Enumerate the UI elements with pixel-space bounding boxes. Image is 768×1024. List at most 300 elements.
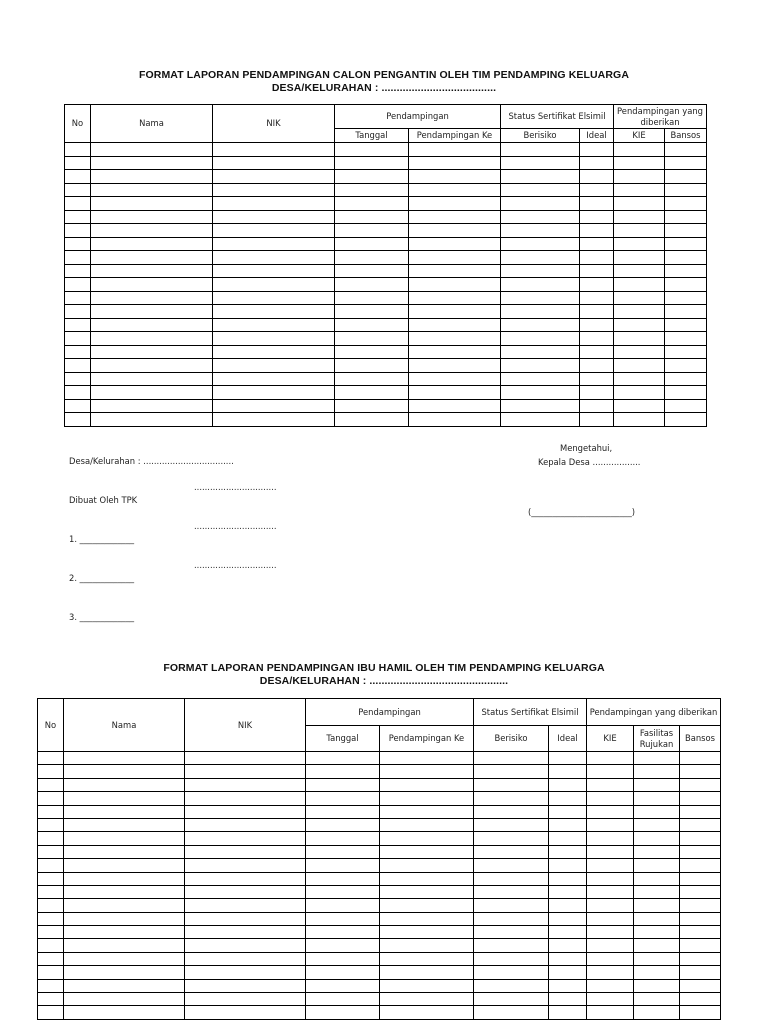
table-cell[interactable] — [680, 818, 721, 831]
table-cell[interactable] — [185, 912, 306, 925]
table-cell[interactable] — [587, 952, 634, 965]
table-cell[interactable] — [335, 318, 409, 332]
table-cell[interactable] — [587, 899, 634, 912]
table-cell[interactable] — [501, 264, 580, 278]
table-cell[interactable] — [335, 332, 409, 346]
table-cell[interactable] — [306, 832, 380, 845]
table-cell[interactable] — [65, 143, 91, 157]
table-cell[interactable] — [409, 197, 501, 211]
table-cell[interactable] — [64, 872, 185, 885]
table-cell[interactable] — [91, 237, 213, 251]
table-cell[interactable] — [501, 305, 580, 319]
table-cell[interactable] — [65, 372, 91, 386]
table-cell[interactable] — [306, 885, 380, 898]
table-cell[interactable] — [587, 845, 634, 858]
table-cell[interactable] — [38, 792, 64, 805]
table-cell[interactable] — [64, 818, 185, 831]
table-cell[interactable] — [64, 912, 185, 925]
table-cell[interactable] — [185, 939, 306, 952]
table-cell[interactable] — [614, 251, 665, 265]
table-cell[interactable] — [213, 210, 335, 224]
table-cell[interactable] — [614, 332, 665, 346]
table-cell[interactable] — [634, 899, 680, 912]
table-cell[interactable] — [665, 305, 707, 319]
table-cell[interactable] — [38, 899, 64, 912]
table-cell[interactable] — [380, 1006, 474, 1019]
table-cell[interactable] — [185, 966, 306, 979]
table-cell[interactable] — [587, 765, 634, 778]
table-cell[interactable] — [549, 845, 587, 858]
table-cell[interactable] — [65, 386, 91, 400]
table-cell[interactable] — [474, 939, 549, 952]
table-cell[interactable] — [474, 832, 549, 845]
table-cell[interactable] — [38, 993, 64, 1006]
table-cell[interactable] — [474, 912, 549, 925]
table-cell[interactable] — [549, 792, 587, 805]
table-cell[interactable] — [549, 885, 587, 898]
table-cell[interactable] — [634, 926, 680, 939]
table-cell[interactable] — [380, 765, 474, 778]
table-cell[interactable] — [614, 359, 665, 373]
table-cell[interactable] — [64, 778, 185, 791]
table-cell[interactable] — [549, 939, 587, 952]
table-cell[interactable] — [335, 197, 409, 211]
table-cell[interactable] — [335, 237, 409, 251]
table-cell[interactable] — [65, 345, 91, 359]
table-cell[interactable] — [185, 818, 306, 831]
table-cell[interactable] — [65, 278, 91, 292]
table-cell[interactable] — [474, 805, 549, 818]
table-cell[interactable] — [549, 805, 587, 818]
table-cell[interactable] — [665, 291, 707, 305]
table-cell[interactable] — [614, 197, 665, 211]
table-cell[interactable] — [65, 413, 91, 427]
table-cell[interactable] — [680, 1006, 721, 1019]
table-cell[interactable] — [306, 926, 380, 939]
table-cell[interactable] — [474, 859, 549, 872]
table-cell[interactable] — [501, 345, 580, 359]
table-cell[interactable] — [38, 805, 64, 818]
table-cell[interactable] — [213, 264, 335, 278]
table-cell[interactable] — [665, 210, 707, 224]
table-cell[interactable] — [91, 170, 213, 184]
table-cell[interactable] — [185, 778, 306, 791]
table-cell[interactable] — [409, 318, 501, 332]
table-cell[interactable] — [474, 872, 549, 885]
table-cell[interactable] — [335, 183, 409, 197]
table-cell[interactable] — [185, 952, 306, 965]
table-cell[interactable] — [474, 993, 549, 1006]
table-cell[interactable] — [614, 318, 665, 332]
table-cell[interactable] — [213, 251, 335, 265]
table-cell[interactable] — [64, 765, 185, 778]
table-cell[interactable] — [549, 1006, 587, 1019]
table-cell[interactable] — [65, 183, 91, 197]
table-cell[interactable] — [335, 264, 409, 278]
table-cell[interactable] — [634, 845, 680, 858]
table-cell[interactable] — [580, 264, 614, 278]
table-cell[interactable] — [65, 237, 91, 251]
table-cell[interactable] — [634, 979, 680, 992]
table-cell[interactable] — [680, 952, 721, 965]
table-cell[interactable] — [665, 143, 707, 157]
table-cell[interactable] — [65, 332, 91, 346]
table-cell[interactable] — [634, 885, 680, 898]
table-cell[interactable] — [38, 966, 64, 979]
table-cell[interactable] — [380, 926, 474, 939]
table-cell[interactable] — [38, 885, 64, 898]
table-cell[interactable] — [580, 278, 614, 292]
table-cell[interactable] — [91, 291, 213, 305]
table-cell[interactable] — [580, 386, 614, 400]
table-cell[interactable] — [587, 939, 634, 952]
table-cell[interactable] — [587, 752, 634, 765]
table-cell[interactable] — [65, 305, 91, 319]
table-cell[interactable] — [213, 399, 335, 413]
table-cell[interactable] — [587, 926, 634, 939]
table-cell[interactable] — [501, 372, 580, 386]
table-cell[interactable] — [185, 993, 306, 1006]
table-cell[interactable] — [474, 752, 549, 765]
table-cell[interactable] — [474, 952, 549, 965]
table-cell[interactable] — [549, 899, 587, 912]
table-cell[interactable] — [380, 859, 474, 872]
table-cell[interactable] — [65, 156, 91, 170]
table-cell[interactable] — [213, 359, 335, 373]
table-cell[interactable] — [64, 792, 185, 805]
table-cell[interactable] — [38, 765, 64, 778]
table-cell[interactable] — [587, 778, 634, 791]
table-cell[interactable] — [380, 818, 474, 831]
table-cell[interactable] — [64, 885, 185, 898]
table-cell[interactable] — [306, 993, 380, 1006]
table-cell[interactable] — [380, 952, 474, 965]
table-cell[interactable] — [185, 765, 306, 778]
table-cell[interactable] — [306, 912, 380, 925]
table-cell[interactable] — [665, 372, 707, 386]
table-cell[interactable] — [38, 912, 64, 925]
table-cell[interactable] — [549, 993, 587, 1006]
table-cell[interactable] — [501, 183, 580, 197]
table-cell[interactable] — [580, 345, 614, 359]
table-cell[interactable] — [549, 872, 587, 885]
table-cell[interactable] — [213, 413, 335, 427]
table-cell[interactable] — [587, 792, 634, 805]
table-cell[interactable] — [614, 156, 665, 170]
table-cell[interactable] — [665, 345, 707, 359]
table-cell[interactable] — [614, 264, 665, 278]
table-cell[interactable] — [65, 264, 91, 278]
table-cell[interactable] — [614, 386, 665, 400]
table-cell[interactable] — [587, 966, 634, 979]
table-cell[interactable] — [474, 979, 549, 992]
table-cell[interactable] — [614, 413, 665, 427]
table-cell[interactable] — [409, 170, 501, 184]
table-cell[interactable] — [64, 952, 185, 965]
table-cell[interactable] — [335, 251, 409, 265]
table-cell[interactable] — [549, 966, 587, 979]
table-cell[interactable] — [580, 156, 614, 170]
table-cell[interactable] — [580, 237, 614, 251]
table-cell[interactable] — [335, 210, 409, 224]
table-cell[interactable] — [380, 993, 474, 1006]
table-cell[interactable] — [91, 305, 213, 319]
table-cell[interactable] — [680, 939, 721, 952]
table-cell[interactable] — [614, 237, 665, 251]
table-cell[interactable] — [91, 264, 213, 278]
table-cell[interactable] — [91, 210, 213, 224]
table-cell[interactable] — [549, 926, 587, 939]
table-cell[interactable] — [38, 939, 64, 952]
table-cell[interactable] — [306, 966, 380, 979]
table-cell[interactable] — [665, 224, 707, 238]
table-cell[interactable] — [665, 264, 707, 278]
table-cell[interactable] — [665, 251, 707, 265]
table-cell[interactable] — [680, 926, 721, 939]
table-cell[interactable] — [549, 752, 587, 765]
table-cell[interactable] — [409, 143, 501, 157]
table-cell[interactable] — [614, 170, 665, 184]
table-cell[interactable] — [680, 859, 721, 872]
table-cell[interactable] — [38, 818, 64, 831]
table-cell[interactable] — [65, 197, 91, 211]
table-cell[interactable] — [580, 413, 614, 427]
table-cell[interactable] — [306, 979, 380, 992]
table-cell[interactable] — [380, 979, 474, 992]
table-cell[interactable] — [680, 912, 721, 925]
table-cell[interactable] — [64, 859, 185, 872]
table-cell[interactable] — [91, 224, 213, 238]
table-cell[interactable] — [409, 372, 501, 386]
table-cell[interactable] — [614, 345, 665, 359]
table-cell[interactable] — [634, 952, 680, 965]
table-cell[interactable] — [680, 899, 721, 912]
table-cell[interactable] — [185, 1006, 306, 1019]
table-cell[interactable] — [335, 291, 409, 305]
table-cell[interactable] — [665, 386, 707, 400]
table-cell[interactable] — [213, 372, 335, 386]
table-cell[interactable] — [185, 872, 306, 885]
table-cell[interactable] — [634, 818, 680, 831]
table-cell[interactable] — [91, 156, 213, 170]
table-cell[interactable] — [634, 832, 680, 845]
table-cell[interactable] — [38, 859, 64, 872]
table-cell[interactable] — [634, 859, 680, 872]
table-cell[interactable] — [409, 291, 501, 305]
table-cell[interactable] — [306, 765, 380, 778]
table-cell[interactable] — [185, 899, 306, 912]
table-cell[interactable] — [665, 399, 707, 413]
table-cell[interactable] — [474, 765, 549, 778]
table-cell[interactable] — [580, 291, 614, 305]
table-cell[interactable] — [335, 170, 409, 184]
table-cell[interactable] — [91, 318, 213, 332]
table-cell[interactable] — [580, 251, 614, 265]
table-cell[interactable] — [680, 792, 721, 805]
table-cell[interactable] — [474, 778, 549, 791]
table-cell[interactable] — [409, 264, 501, 278]
table-cell[interactable] — [580, 359, 614, 373]
table-cell[interactable] — [680, 845, 721, 858]
table-cell[interactable] — [65, 170, 91, 184]
table-cell[interactable] — [549, 912, 587, 925]
table-cell[interactable] — [38, 778, 64, 791]
table-cell[interactable] — [665, 332, 707, 346]
table-cell[interactable] — [580, 210, 614, 224]
table-cell[interactable] — [474, 899, 549, 912]
table-cell[interactable] — [335, 359, 409, 373]
table-cell[interactable] — [38, 952, 64, 965]
table-cell[interactable] — [634, 993, 680, 1006]
table-cell[interactable] — [501, 318, 580, 332]
table-cell[interactable] — [680, 966, 721, 979]
table-cell[interactable] — [380, 912, 474, 925]
table-cell[interactable] — [213, 224, 335, 238]
table-cell[interactable] — [185, 752, 306, 765]
table-cell[interactable] — [680, 832, 721, 845]
table-cell[interactable] — [335, 372, 409, 386]
table-cell[interactable] — [306, 818, 380, 831]
table-cell[interactable] — [38, 1006, 64, 1019]
table-cell[interactable] — [501, 210, 580, 224]
table-cell[interactable] — [64, 979, 185, 992]
table-cell[interactable] — [380, 872, 474, 885]
table-cell[interactable] — [185, 859, 306, 872]
table-cell[interactable] — [335, 278, 409, 292]
table-cell[interactable] — [380, 778, 474, 791]
table-cell[interactable] — [680, 885, 721, 898]
table-cell[interactable] — [665, 318, 707, 332]
table-cell[interactable] — [64, 805, 185, 818]
table-cell[interactable] — [680, 765, 721, 778]
table-cell[interactable] — [634, 792, 680, 805]
table-cell[interactable] — [213, 197, 335, 211]
table-cell[interactable] — [306, 859, 380, 872]
table-cell[interactable] — [213, 305, 335, 319]
table-cell[interactable] — [213, 170, 335, 184]
table-cell[interactable] — [665, 156, 707, 170]
table-cell[interactable] — [587, 979, 634, 992]
table-cell[interactable] — [91, 278, 213, 292]
table-cell[interactable] — [614, 291, 665, 305]
table-cell[interactable] — [306, 845, 380, 858]
table-cell[interactable] — [665, 413, 707, 427]
table-cell[interactable] — [549, 952, 587, 965]
table-cell[interactable] — [409, 399, 501, 413]
table-cell[interactable] — [501, 278, 580, 292]
table-cell[interactable] — [580, 183, 614, 197]
table-cell[interactable] — [38, 926, 64, 939]
table-cell[interactable] — [634, 752, 680, 765]
table-cell[interactable] — [409, 278, 501, 292]
table-cell[interactable] — [306, 792, 380, 805]
table-cell[interactable] — [409, 251, 501, 265]
table-cell[interactable] — [65, 399, 91, 413]
table-cell[interactable] — [665, 183, 707, 197]
table-cell[interactable] — [501, 224, 580, 238]
table-cell[interactable] — [65, 359, 91, 373]
table-cell[interactable] — [380, 939, 474, 952]
table-cell[interactable] — [380, 899, 474, 912]
table-cell[interactable] — [91, 386, 213, 400]
table-cell[interactable] — [665, 359, 707, 373]
table-cell[interactable] — [91, 332, 213, 346]
table-cell[interactable] — [185, 979, 306, 992]
table-cell[interactable] — [213, 318, 335, 332]
table-cell[interactable] — [65, 224, 91, 238]
table-cell[interactable] — [614, 399, 665, 413]
table-cell[interactable] — [580, 332, 614, 346]
table-cell[interactable] — [549, 832, 587, 845]
table-cell[interactable] — [409, 332, 501, 346]
table-cell[interactable] — [580, 305, 614, 319]
table-cell[interactable] — [501, 332, 580, 346]
table-cell[interactable] — [587, 859, 634, 872]
table-cell[interactable] — [587, 805, 634, 818]
table-cell[interactable] — [185, 792, 306, 805]
table-cell[interactable] — [587, 872, 634, 885]
table-cell[interactable] — [580, 372, 614, 386]
table-cell[interactable] — [65, 318, 91, 332]
table-cell[interactable] — [614, 372, 665, 386]
table-cell[interactable] — [91, 399, 213, 413]
table-cell[interactable] — [306, 872, 380, 885]
table-cell[interactable] — [680, 778, 721, 791]
table-cell[interactable] — [64, 832, 185, 845]
table-cell[interactable] — [634, 778, 680, 791]
table-cell[interactable] — [38, 752, 64, 765]
table-cell[interactable] — [335, 413, 409, 427]
table-cell[interactable] — [335, 224, 409, 238]
table-cell[interactable] — [587, 832, 634, 845]
table-cell[interactable] — [580, 318, 614, 332]
table-cell[interactable] — [65, 291, 91, 305]
table-cell[interactable] — [634, 1006, 680, 1019]
table-cell[interactable] — [64, 939, 185, 952]
table-cell[interactable] — [213, 386, 335, 400]
table-cell[interactable] — [64, 966, 185, 979]
table-cell[interactable] — [614, 183, 665, 197]
table-cell[interactable] — [580, 224, 614, 238]
table-cell[interactable] — [91, 372, 213, 386]
table-cell[interactable] — [306, 939, 380, 952]
table-cell[interactable] — [501, 386, 580, 400]
table-cell[interactable] — [65, 210, 91, 224]
table-cell[interactable] — [380, 805, 474, 818]
table-cell[interactable] — [185, 832, 306, 845]
table-cell[interactable] — [306, 899, 380, 912]
table-cell[interactable] — [549, 979, 587, 992]
table-cell[interactable] — [409, 156, 501, 170]
table-cell[interactable] — [587, 1006, 634, 1019]
table-cell[interactable] — [213, 345, 335, 359]
table-cell[interactable] — [409, 237, 501, 251]
table-cell[interactable] — [409, 413, 501, 427]
table-cell[interactable] — [614, 278, 665, 292]
table-cell[interactable] — [64, 845, 185, 858]
table-cell[interactable] — [306, 952, 380, 965]
table-cell[interactable] — [64, 899, 185, 912]
table-cell[interactable] — [614, 224, 665, 238]
table-cell[interactable] — [665, 197, 707, 211]
table-cell[interactable] — [185, 926, 306, 939]
table-cell[interactable] — [213, 332, 335, 346]
table-cell[interactable] — [501, 170, 580, 184]
table-cell[interactable] — [409, 305, 501, 319]
table-cell[interactable] — [501, 237, 580, 251]
table-cell[interactable] — [380, 885, 474, 898]
table-cell[interactable] — [501, 251, 580, 265]
